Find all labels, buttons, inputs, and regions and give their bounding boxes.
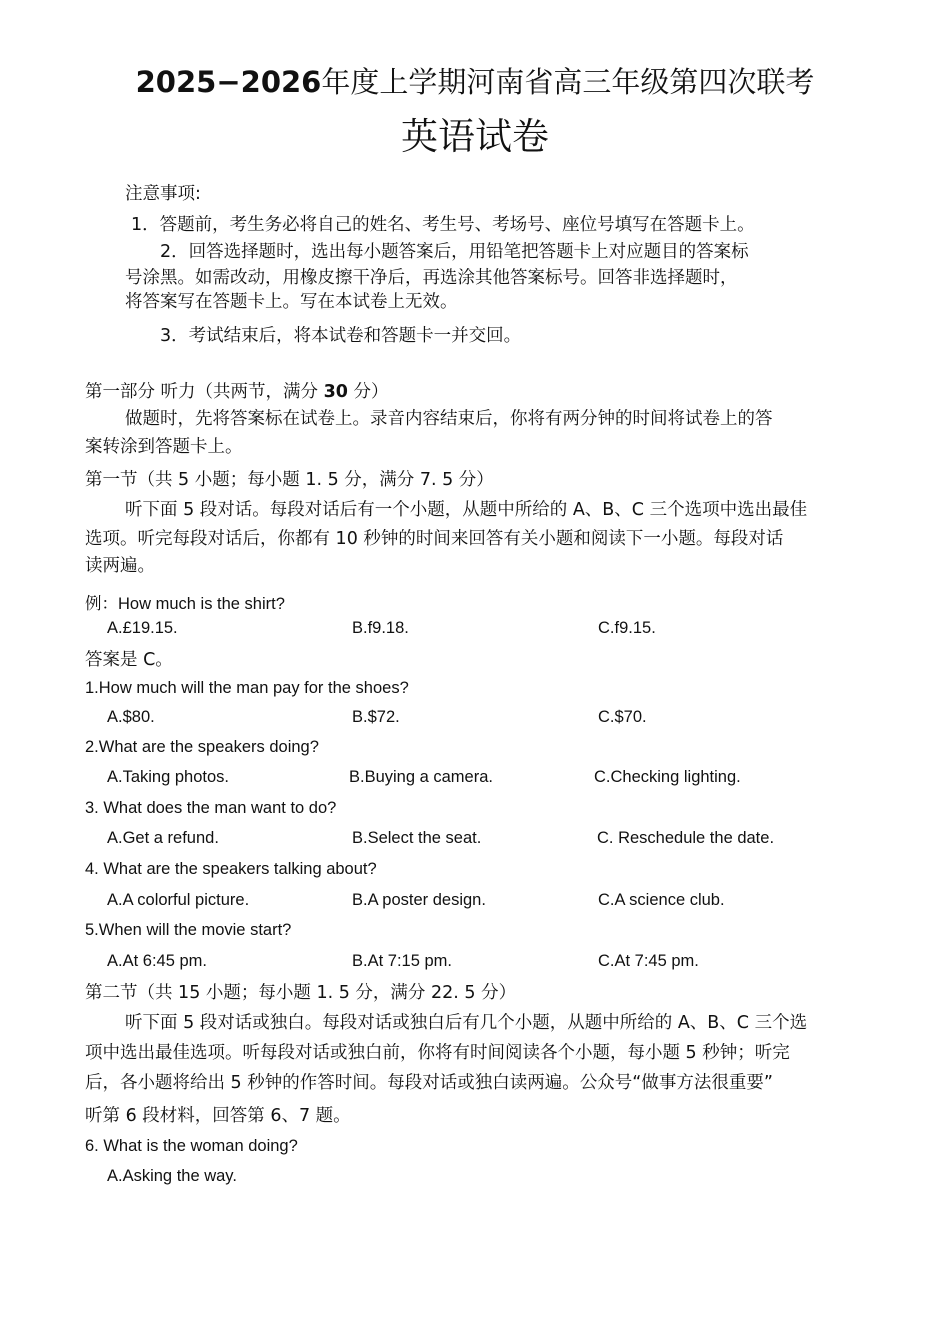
section1-instruction-line-3: 读两遍。 [85,556,155,576]
question-2: 2.What are the speakers doing? [85,738,319,756]
part1-instruction-line-1: 做题时，先将答案标在试卷上。录音内容结束后，你将有两分钟的时间将试卷上的答 [125,409,773,429]
exam-title [0,60,950,101]
question-6-option-a: A.Asking the way. [107,1167,237,1185]
notice-item-1: 1．答题前，考生务必将自己的姓名、考生号、考场号、座位号填写在答题卡上。 [131,215,755,235]
section2-instruction-line-1: 听下面 5 段对话或独白。每段对话或独白后有几个小题，从题中所给的 A、B、C 三个选 [125,1013,808,1033]
question-4: 4. What are the speakers talking about? [85,860,377,878]
section2-instruction-line-2: 项中选出最佳选项。听每段对话或独白前，你将有时间阅读各个小题，每小题 5 秒钟；听完 [85,1043,790,1063]
part1-heading-score: 30 [323,382,348,402]
example-answer: 答案是 C。 [85,650,173,670]
material-6-instruction: 听第 6 段材料，回答第 6、7 题。 [85,1106,351,1126]
question-3-option-b: B.Select the seat. [352,829,482,847]
part1-heading-post: 分） [347,382,389,402]
exam-subject: 英语试卷 [401,115,549,158]
question-5-option-b: B.At 7:15 pm. [352,952,452,970]
question-6: 6. What is the woman doing? [85,1137,298,1155]
question-3-option-a: A.Get a refund. [107,829,219,847]
example-option-b: B.f9.18. [352,619,409,637]
question-2-option-c: C.Checking lighting. [594,768,741,786]
question-1-option-c: C.$70. [598,708,647,726]
section1-instruction-line-1: 听下面 5 段对话。每段对话后有一个小题，从题中所给的 A、B、C 三个选项中选出最佳 [125,500,808,520]
example-question: 例：How much is the shirt? [85,595,285,613]
section1-instruction-line-2: 选项。听完每段对话后，你都有 10 秒钟的时间来回答有关小题和阅读下一小题。每段对话 [85,529,784,549]
part1-heading-pre: 第一部分 听力（共两节，满分 [85,382,324,402]
question-2-option-b: B.Buying a camera. [349,768,493,786]
question-2-option-a: A.Taking photos. [107,768,229,786]
question-3-option-c: C. Reschedule the date. [597,829,775,847]
question-4-option-a: A.A colorful picture. [107,891,250,909]
question-1: 1.How much will the man pay for the shoes? [85,679,409,697]
part1-instruction-line-2: 案转涂到答题卡上。 [85,437,243,457]
exam-title-text: 年度上学期河南省高三年级第四次联考 [321,65,815,99]
section2-heading: 第二节（共 15 小题；每小题 1. 5 分，满分 22. 5 分） [85,983,517,1003]
exam-title-year: 2025−2026 [135,65,322,99]
question-5-option-a: A.At 6:45 pm. [107,952,207,970]
question-5-option-c: C.At 7:45 pm. [598,952,699,970]
section2-instruction-line-3: 后，各小题将给出 5 秒钟的作答时间。每段对话或独白读两遍。公众号“做事方法很重要” [85,1073,773,1093]
notice-item-2-line-1: 2．回答选择题时，选出每小题答案后，用铅笔把答题卡上对应题目的答案标 [160,242,749,262]
question-5: 5.When will the movie start? [85,921,292,939]
question-4-option-b: B.A poster design. [352,891,486,909]
part1-heading [85,382,389,403]
question-3: 3. What does the man want to do? [85,799,337,817]
question-1-option-a: A.$80. [107,708,155,726]
section1-heading: 第一节（共 5 小题；每小题 1. 5 分，满分 7. 5 分） [85,470,494,490]
question-1-option-b: B.$72. [352,708,400,726]
notice-item-2-line-3: 将答案写在答题卡上。写在本试卷上无效。 [125,292,458,312]
example-option-a: A.£19.15. [107,619,178,637]
notice-item-2-line-2: 号涂黑。如需改动，用橡皮擦干净后，再选涂其他答案标号。回答非选择题时， [125,268,738,288]
example-option-c: C.f9.15. [598,619,656,637]
notice-item-3: 3．考试结束后，将本试卷和答题卡一并交回。 [160,326,522,346]
notice-heading: 注意事项: [125,184,201,204]
question-4-option-c: C.A science club. [598,891,725,909]
